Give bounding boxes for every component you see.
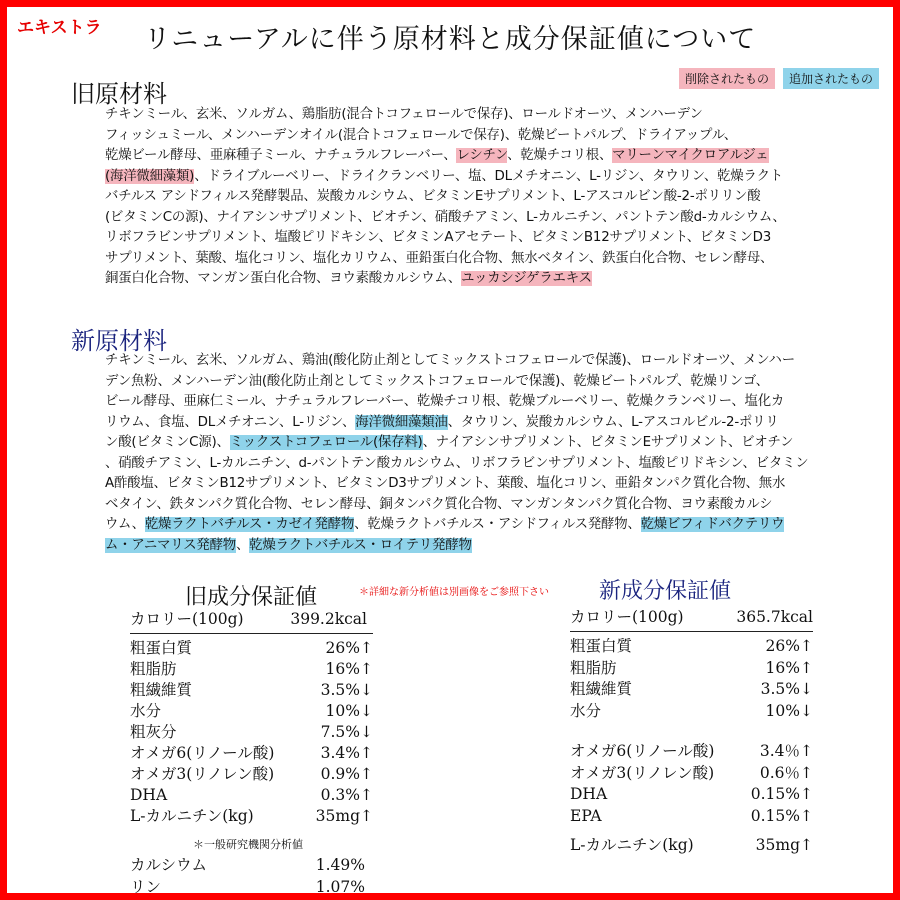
nutrient-value: 3.4％↑ [759, 742, 813, 760]
nutrient-label: 粗蛋白質 [570, 637, 633, 655]
guarantee-row [130, 680, 373, 701]
guarantee-row [130, 638, 373, 659]
guarantee-row [130, 785, 373, 806]
nutrient-value: 0.15%↑ [750, 806, 813, 825]
ingredient-text: デン魚粉、メンハーデン油(酸化防止剤としてミックストコフェロールで保護)、乾燥ビートパルプ、乾燥リンゴ、 [105, 373, 769, 389]
nutrient-label: オメガ6(リノール酸) [570, 742, 715, 760]
ingredient-text: リボフラビンサプリメント、塩酸ピリドキシン、ビタミンAアセテート、ビタミンB12サプリメント、ビタミンD3 [105, 230, 772, 245]
ingredient-text: サプリメント、葉酸、塩化コリン、塩化カリウム、亜鉛蛋白化合物、無水ベタイン、鉄蛋白化合物、セレン酵母、 [105, 250, 774, 266]
ingredient-line [105, 208, 845, 229]
ingredient-line [105, 187, 845, 208]
ingredient-text: ウム、 [105, 517, 145, 532]
ingredient-text: 銅蛋白化合物、マンガン蛋白化合物、ヨウ素酸カルシウム、 [105, 271, 462, 286]
added-ingredient: ム・アニマリス発酵物 [105, 537, 236, 553]
ingredient-line [105, 372, 845, 393]
ingredient-text: ン酸(ビタミンC源)、 [105, 435, 230, 450]
new-ingredients-heading: 新原材料 [71, 327, 167, 355]
ingredient-text: 、硝酸チアミン、L-カルニチン、d-パントテン酸カルシウム、リボフラビンサプリメント、塩酸ピリドキシン、ビタミン [105, 455, 809, 471]
guarantee-row [130, 854, 365, 876]
guarantee-row [570, 784, 813, 806]
calorie-value: 365.7kcal [736, 608, 813, 626]
nutrient-label: L-カルニチン(kg) [570, 836, 694, 854]
guarantee-row [570, 835, 813, 857]
ingredient-text: チキンミール、玄米、ソルガム、鶏脂肪(混合トコフェロールで保存)、ロールドオーツ、メンハーデン [105, 107, 703, 122]
ingredient-text: ビール酵母、亜麻仁ミール、ナチュラルフレーバー、乾燥チコリ根、乾燥ブルーベリー、乾燥クランベリー、塩化カ [105, 394, 785, 409]
nutrient-value: 7.5%↓ [320, 723, 373, 741]
calorie-label: カロリー(100g) [570, 608, 684, 626]
nutrient-label: L-カルニチン(kg) [130, 807, 254, 825]
nutrient-value: 3.4%↑ [320, 744, 373, 762]
legend-added: 追加されたもの [783, 68, 879, 89]
ingredient-text: チキンミール、玄米、ソルガム、鶏油(酸化防止剤としてミックストコフェロールで保護)、ロールドオーツ、メンハー [105, 353, 795, 368]
legend-deleted: 削除されたもの [679, 68, 775, 89]
guarantee-row [570, 763, 813, 785]
nutrient-value: 16%↑ [765, 658, 813, 677]
ingredient-line [105, 495, 845, 516]
ingredient-text: 、ドライブルーベリー、ドライクランベリー、塩、DLメチオニン、L-リジン、タウリン、乾燥ラクト [194, 168, 783, 184]
nutrient-value: 26%↑ [765, 637, 813, 655]
nutrient-value: 10%↓ [765, 701, 813, 720]
old-guarantee-title: 旧成分保証値 [185, 585, 318, 610]
guarantee-row [130, 701, 373, 722]
added-ingredient: 乾燥ラクトバチルス・ロイテリ発酵物 [249, 537, 472, 553]
guarantee-row [130, 764, 373, 785]
guarantee-row [130, 743, 373, 764]
ingredient-line [105, 146, 845, 167]
nutrient-label: オメガ6(リノール酸) [130, 744, 275, 762]
ingredient-line [105, 413, 845, 434]
ingredient-line [105, 454, 845, 475]
added-ingredient: 海洋微細藻類油 [355, 414, 448, 430]
ingredient-text: 、タウリン、炭酸カルシウム、L-アスコルビル-2-ポリリ [447, 414, 779, 430]
ingredient-text: 、 [235, 537, 250, 553]
nutrient-value: 3.5%↓ [320, 681, 373, 699]
ingredient-text: 乾燥ビール酵母、亜麻種子ミール、ナチュラルフレーバー、 [105, 148, 457, 163]
added-ingredient: ミックストコフェロール(保存料) [229, 435, 423, 450]
nutrient-label: オメガ3(リノレン酸) [570, 763, 715, 782]
nutrient-value: 0.15%↑ [750, 785, 813, 803]
ingredient-text: リウム、食塩、DLメチオニン、L-リジン、 [105, 414, 356, 430]
deleted-ingredient: マリーンマイクロアルジェ [612, 148, 769, 163]
deleted-ingredient: (海洋微細藻類) [105, 168, 195, 184]
nutrient-label: 水分 [570, 701, 602, 720]
nutrient-value: 35mg↑ [755, 836, 813, 854]
ingredient-text: フィッシュミール、メンハーデンオイル(混合トコフェロールで保存)、乾燥ビートパルプ、ドライアップル、 [105, 127, 737, 143]
nutrient-value: 16%↑ [325, 660, 373, 678]
lab-analysis-note: ＊一般研究機関分析値 [193, 838, 303, 851]
nutrient-value: 35mg↑ [315, 807, 373, 825]
ingredient-line [105, 167, 845, 188]
nutrient-label: DHA [570, 785, 608, 803]
ingredient-line [105, 392, 845, 413]
nutrient-label: オメガ3(リノレン酸) [130, 765, 275, 783]
ingredient-text: 、乾燥チコリ根、 [507, 148, 613, 163]
nutrient-value: 0.3%↑ [320, 786, 373, 804]
ingredient-text: 、乾燥ラクトバチルス・アシドフィルス発酵物、 [354, 517, 641, 532]
nutrient-label: DHA [130, 786, 168, 804]
calorie-value: 399.2kcal [290, 610, 367, 628]
new-ingredients-text [105, 351, 845, 556]
ingredient-text: ベタイン、鉄タンパク質化合物、セレン酵母、銅タンパク質化合物、マンガンタンパク質化合物、ヨウ素酸カルシ [105, 496, 773, 512]
nutrient-value: 1.49% [315, 856, 365, 874]
guarantee-row [570, 806, 813, 828]
old-guarantee-table [130, 609, 373, 827]
nutrient-value: 26%↑ [325, 639, 373, 657]
nutrient-label: 水分 [130, 702, 162, 720]
ingredient-text: A酢酸塩、ビタミンB12サプリメント、ビタミンD3サプリメント、葉酸、塩化コリン、亜鉛タンパク質化合物、無水 [105, 476, 786, 491]
page-title: リニューアルに伴う原材料と成分保証値について [143, 24, 757, 55]
ingredient-line [105, 474, 845, 495]
old-ingredients-heading: 旧原材料 [71, 80, 167, 108]
ingredient-text: バチルス アシドフィルス発酵製品、炭酸カルシウム、ビタミンEサプリメント、L-アスコルビン酸-2-ポリリン酸 [105, 189, 761, 204]
nutrient-label: 粗灰分 [130, 723, 177, 741]
nutrient-value: 10%↓ [325, 702, 373, 720]
analysis-note: ＊詳細な新分析値は別画像をご参照下さい [359, 587, 549, 598]
ingredient-line [105, 433, 845, 454]
nutrient-value: 0.6％↑ [759, 763, 813, 782]
guarantee-row [130, 806, 373, 827]
calorie-label: カロリー(100g) [130, 610, 244, 628]
guarantee-row [130, 722, 373, 743]
new-guarantee-title: 新成分保証値 [599, 579, 732, 604]
nutrient-label: 粗蛋白質 [130, 639, 193, 657]
nutrient-label: リン [130, 878, 162, 896]
old-ingredients-text [105, 105, 845, 290]
ingredient-line [105, 126, 845, 147]
guarantee-row [130, 659, 373, 680]
nutrient-value: 0.9%↑ [320, 765, 373, 783]
nutrient-label: EPA [570, 806, 602, 825]
guarantee-row [570, 679, 813, 701]
calorie-row [130, 609, 373, 634]
ingredient-line [105, 515, 845, 536]
nutrient-value: 1.07% [315, 878, 365, 896]
ingredient-line [105, 351, 845, 372]
ingredient-line [105, 105, 845, 126]
deleted-ingredient: レシチン [456, 148, 508, 163]
guarantee-row [130, 876, 365, 898]
nutrient-label: カルシウム [130, 856, 207, 874]
guarantee-row [570, 658, 813, 680]
ingredient-text: 、ナイアシンサプリメント、ビタミンEサプリメント、ビオチン [422, 435, 794, 450]
guarantee-row [570, 741, 813, 763]
lab-analysis-values [130, 854, 365, 898]
added-ingredient: 乾燥ビフィドバクテリウ [640, 517, 785, 532]
added-ingredient: 乾燥ラクトバチルス・カゼイ発酵物 [144, 517, 355, 532]
guarantee-row [570, 701, 813, 723]
new-guarantee-table [570, 607, 813, 857]
extra-tag: エキストラ [17, 18, 102, 38]
nutrient-label: 粗脂肪 [130, 660, 177, 678]
nutrient-label: 粗繊維質 [570, 680, 633, 698]
nutrient-label: 粗脂肪 [570, 658, 617, 677]
ingredient-text: (ビタミンCの源)、ナイアシンサプリメント、ビオチン、硝酸チアミン、L-カルニチン、パントテン酸d-カルシウム、 [105, 209, 786, 225]
ingredient-line [105, 269, 845, 290]
deleted-ingredient: ユッカシジゲラエキス [461, 271, 592, 286]
ingredient-line [105, 249, 845, 270]
ingredient-line [105, 228, 845, 249]
nutrient-value: 3.5%↓ [760, 680, 813, 698]
nutrient-label: 粗繊維質 [130, 681, 193, 699]
legend [679, 68, 879, 89]
calorie-row [570, 607, 813, 632]
ingredient-line [105, 536, 845, 557]
guarantee-row [570, 636, 813, 658]
